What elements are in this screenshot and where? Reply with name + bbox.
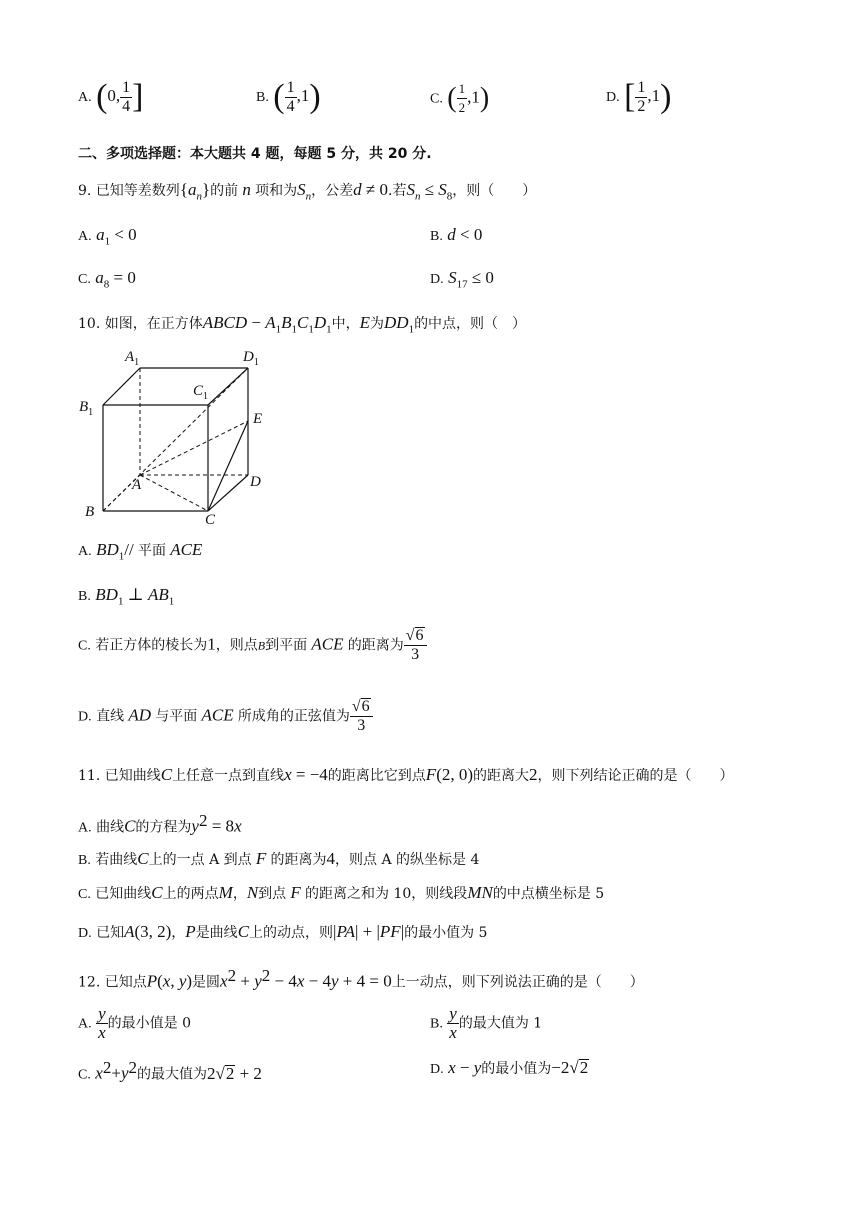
label-a: A (132, 477, 142, 493)
question-10-option-a: A. $BD_1//$ 平面 ACE (78, 540, 203, 563)
prev-option-c: C. ( $\frac{1}{2}$ ,1) (430, 81, 490, 115)
cube-figure (75, 343, 275, 528)
segment-ce (208, 421, 248, 511)
prev-option-b: B. ( $\frac{1}{4}$ ,1) (256, 78, 321, 115)
question-11-stem: 11. 已知曲线C上任意一点到直线x = −4的距离比它到点F(2, 0)的距离大2，则下列结论正确的是（ ） (78, 765, 734, 784)
label-e: E (253, 411, 263, 427)
edge-c1d1 (208, 368, 248, 405)
question-9-option-b: B. d < 0 (430, 225, 483, 244)
label-a1: $A_1$ (125, 349, 140, 368)
question-9-option-a: A. $a_1 < 0$ (78, 225, 137, 248)
segment-ae (140, 421, 248, 475)
question-11-option-a: A. 曲线C的方程为$y^2 = 8x$ (78, 811, 242, 836)
question-10-option-d: D. 直线 AD 与平面 ACE 所成角的正弦值为 $\frac{√6}{3}$ (78, 698, 373, 735)
segment-bd1 (103, 368, 248, 511)
label-d1: $D_1$ (243, 349, 259, 368)
question-10-stem: 10. 如图，在正方体ABCD − $A_1B_1C_1D_1$中，E为$DD_1$的中点，则（ ） (78, 313, 527, 336)
question-9-option-d: D. $S_{17} \le 0$ (430, 268, 494, 291)
prev-option-d: D. [ $\frac{1}{2}$ ,1) (606, 78, 672, 115)
question-12-option-c: C. $x^2+y^2$的最大值为2√2 + 2 (78, 1058, 262, 1083)
question-11-option-b: B. 若曲线C上的一点 A 到点 F 的距离为4，则点 A 的纵坐标是 4 (78, 849, 480, 868)
label-c: C (205, 512, 216, 528)
question-11-option-d: D. 已知A(3, 2)，P是曲线C上的动点，则|PA| + |PF|的最小值为 5 (78, 922, 488, 941)
question-12-stem: 12. 已知点P(x, y)是圆$x^2 + y^2 - 4x - 4y + 4 = 0$上一动点，则下列说法正确的是（ ） (78, 966, 644, 991)
question-9-stem: 9. 已知等差数列$\{a_n\}$的前 n 项和为$S_n$，公差d ≠ 0.若$S_n \le S_8$，则（ ） (78, 180, 537, 203)
edge-cd (208, 475, 248, 511)
label-b1: $B_1$ (79, 399, 94, 418)
prev-option-a: A. (0, $\frac{1}{4}$ ] (78, 78, 144, 115)
question-9-option-c: C. $a_8 = 0$ (78, 268, 136, 291)
section-title: 二、多项选择题：本大题共 4 题，每题 5 分，共 20 分. (78, 146, 432, 162)
question-12-option-a: A. $\frac{y}{x}$ 的最小值是 0 (78, 1004, 191, 1042)
question-10-option-b: B. $BD_1$ ⊥ $AB_1$ (78, 585, 175, 608)
question-11-option-c: C. 已知曲线C上的两点M，N到点 F 的距离之和为 10，则线段MN的中点横坐标是 5 (78, 883, 605, 902)
label-c1: $C_1$ (193, 383, 209, 402)
question-10-option-c: C. 若正方体的棱长为1，则点B到平面 ACE 的距离为 $\frac{√6}{3}$ (78, 627, 427, 664)
question-12-option-d: D. x − y的最小值为−2√2 (430, 1058, 589, 1077)
segment-ac (140, 475, 208, 511)
question-12-option-b: B. $\frac{y}{x}$ 的最大值为 1 (430, 1004, 543, 1042)
edge-b1a1 (103, 368, 140, 405)
label-b: B (85, 504, 95, 520)
label-d: D (250, 474, 261, 490)
